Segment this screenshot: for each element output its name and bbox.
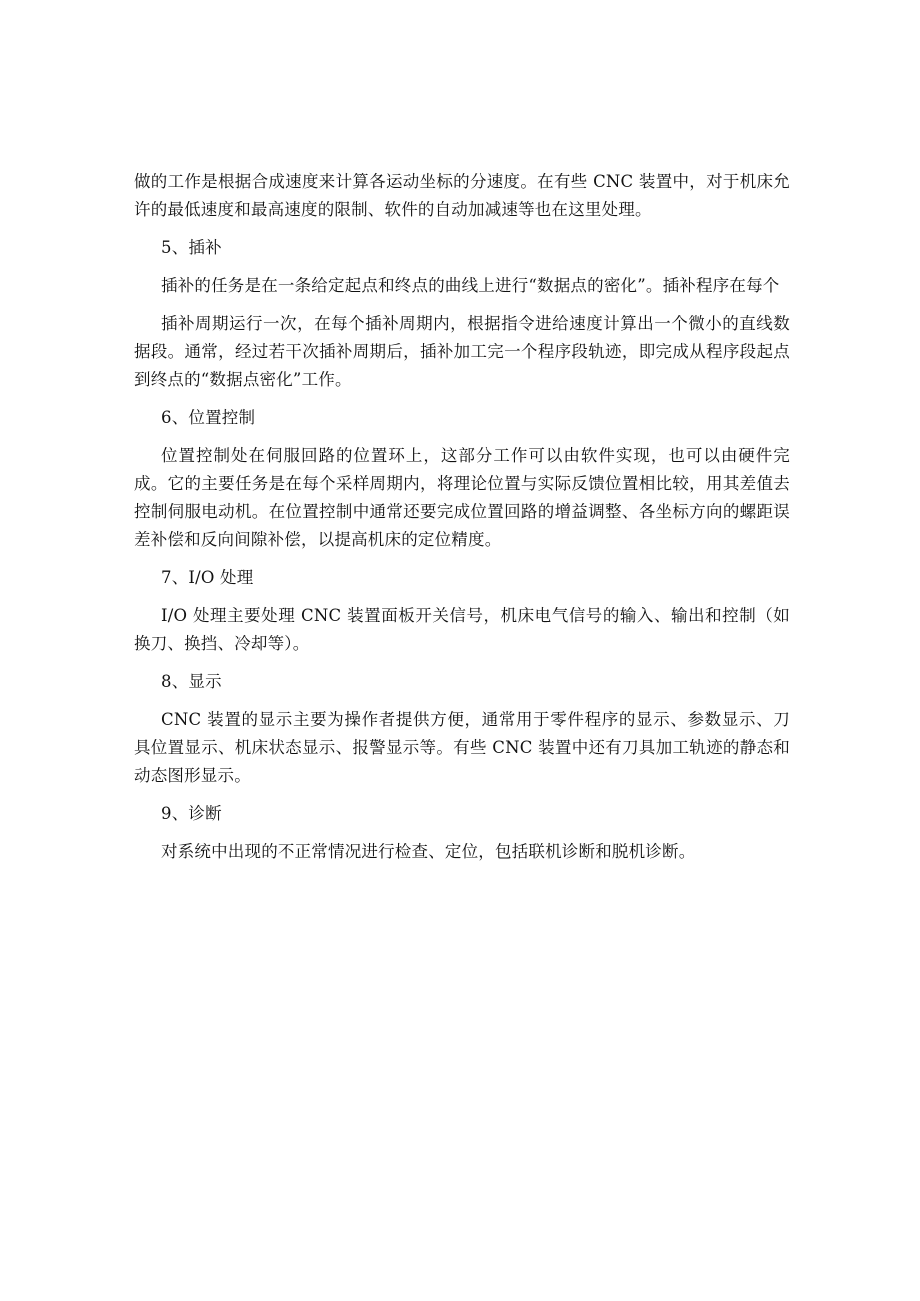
document-body [134, 168, 790, 866]
section-heading-io-processing: 7、I/O 处理 [161, 568, 254, 587]
paragraph-position-control: 位置控制处在伺服回路的位置环上，这部分工作可以由软件实现，也可以由硬件完成。它的主要任务是在每个采样周期内，将理论位置与实际反馈位置相比较，用其差值去控制伺服电动机。在位置控制中通常还要完成位置回路的增益调整、各坐标方向的螺距误差补偿和反向间隙补偿，以提高机床的定位精度。 [134, 446, 790, 549]
section-heading-position-control: 6、位置控制 [161, 408, 256, 427]
paragraph-diagnosis: 对系统中出现的不正常情况进行检查、定位，包括联机诊断和脱机诊断。 [161, 842, 696, 861]
paragraph-speed-processing: 做的工作是根据合成速度来计算各运动坐标的分速度。在有些 CNC 装置中，对于机床允许的最低速度和最高速度的限制、软件的自动加减速等也在这里处理。 [134, 172, 790, 219]
paragraph-io-processing: I/O 处理主要处理 CNC 装置面板开关信号，机床电气信号的输入、输出和控制（如换刀、换挡、冷却等）。 [134, 606, 790, 653]
section-heading-display: 8、显示 [161, 672, 222, 691]
section-heading-diagnosis: 9、诊断 [161, 804, 222, 823]
section-heading-interpolation: 5、插补 [161, 238, 222, 257]
paragraph-display: CNC 装置的显示主要为操作者提供方便，通常用于零件程序的显示、参数显示、刀具位置显示、机床状态显示、报警显示等。有些 CNC 装置中还有刀具加工轨迹的静态和动态图形显示。 [134, 710, 790, 785]
paragraph-interpolation-task: 插补的任务是在一条给定起点和终点的曲线上进行“数据点的密化”。插补程序在每个 [161, 276, 780, 295]
paragraph-interpolation-cycle: 插补周期运行一次，在每个插补周期内，根据指令进给速度计算出一个微小的直线数据段。通常，经过若干次插补周期后，插补加工完一个程序段轨迹，即完成从程序段起点到终点的“数据点密化”工作。 [134, 314, 790, 389]
